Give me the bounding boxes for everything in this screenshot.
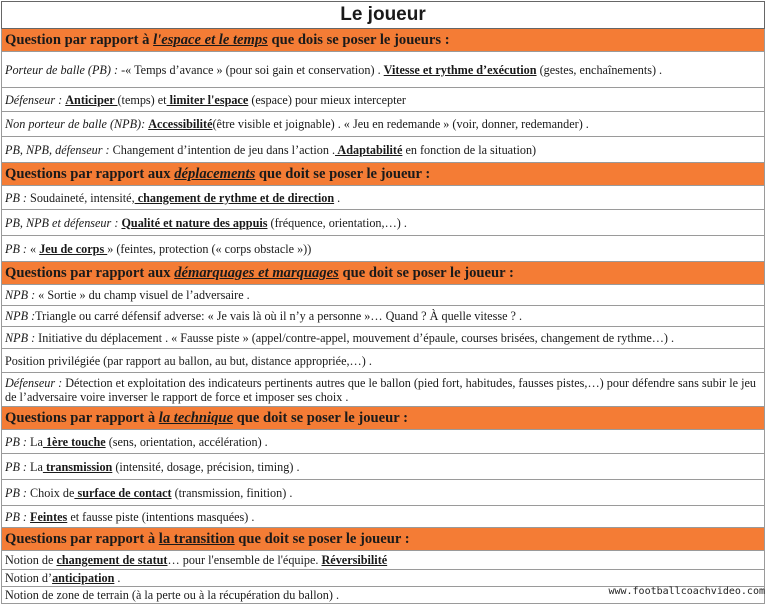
text-run: que dois se poser le joueurs : [267,32,450,48]
emphasis-text: PB : [5,485,27,500]
section-header [2,407,765,430]
table-cell [2,210,765,236]
section-header [2,163,765,186]
text-run: Détection et exploitation des indicateurs pertinents autres que le ballon (pied fort, habitudes, fausses pistes,…) pour défendre sans subir le jeu de l’adversaire voire inverser le rapport de force et imposer ses choix . [5,375,757,404]
section-header-row [2,528,765,551]
text-run: (fréquence, orientation,…) . [267,215,407,230]
text-run: en fonction de la situation) [402,142,537,157]
emphasis-text: Feintes [30,509,68,524]
text-run: que doit se poser le joueur : [234,531,410,547]
table-cell [2,430,765,454]
emphasis-text: Défenseur : [5,375,63,390]
table-row [2,137,765,163]
table-cell [2,186,765,210]
emphasis-text: 1ère touche [42,434,106,449]
emphasis-text: PB : [5,509,27,524]
table-row [2,570,765,587]
table-row [2,88,765,112]
section-header-row [2,262,765,285]
text-run: (sens, orientation, accélération) . [105,434,268,449]
table-row [2,186,765,210]
text-run: Changement d’intention de jeu dans l’action . [109,142,336,157]
title-row [2,2,765,29]
text-run: -« Temps d’avance » (pour soi gain et conservation) . [118,62,384,77]
text-run: que doit se poser le joueur : [255,166,431,182]
text-run: Questions par rapport aux [5,265,175,281]
emphasis-text: limiter l'espace [166,92,249,107]
text-run: Notion de [5,553,57,567]
text-run: que doit se poser le joueur : [338,265,514,281]
text-run: Notion d’ [5,571,53,585]
table-row [2,52,765,88]
emphasis-text: Qualité et nature des appuis [121,215,268,230]
emphasis-text: PB : [5,190,27,205]
emphasis-text: PB : [5,241,27,256]
emphasis-text: PB, NPB, défenseur : [5,142,110,157]
table-cell [2,349,765,373]
table-cell [2,506,765,528]
table-row [2,236,765,262]
emphasis-text: PB, NPB et défenseur : [5,215,119,230]
emphasis-text: surface de contact [74,485,172,500]
table-cell [2,285,765,306]
emphasis-text: l'espace et le temps [153,32,268,48]
table-row [2,306,765,327]
text-run: et fausse piste (intentions masquées) . [67,509,255,524]
text-run: La [27,434,43,449]
text-run: (gestes, enchaînements) . [536,62,663,77]
text-run: . [114,571,121,585]
table-cell [2,137,765,163]
text-run: (intensité, dosage, précision, timing) . [112,459,300,474]
table-cell [2,570,765,587]
text-run: (transmission, finition) . [171,485,293,500]
section-header [2,262,765,285]
text-run: « Sortie » du champ visuel de l’adversaire . [35,288,250,302]
text-run: « [27,241,40,256]
player-questions-table [1,1,765,604]
table-row [2,349,765,373]
table-cell [2,454,765,480]
emphasis-text: NPB : [5,288,36,302]
emphasis-text: Adaptabilité [335,142,403,157]
section-header-row [2,163,765,186]
table-cell [2,373,765,407]
text-run: Triangle ou carré défensif adverse: « Je vais là où il n’y a personne »… Quand ? À quelle vitesse ? . [35,309,523,323]
emphasis-text: la technique [158,410,233,426]
emphasis-text: NPB : [5,330,36,345]
text-run: (temps) et [117,92,167,107]
table-row [2,327,765,349]
emphasis-text: Porteur de balle (PB) : [5,62,119,77]
text-run: (être visible et joignable) . « Jeu en redemande » (voir, donner, redemander) . [212,117,589,131]
text-run: La [27,459,43,474]
text-run: que doit se poser le joueur : [232,410,408,426]
section-header-row [2,407,765,430]
section-header-row [2,29,765,52]
table-cell [2,236,765,262]
table-cell [2,88,765,112]
emphasis-text: Non porteur de balle (NPB): [5,117,146,131]
emphasis-text: transmission [42,459,113,474]
emphasis-text: PB : [5,434,27,449]
text-run: Soudaineté, intensité, [27,190,135,205]
text-run: Questions par rapport à [5,410,159,426]
table-row [2,454,765,480]
emphasis-text: changement de statut [56,553,168,567]
emphasis-text: Jeu de corps [39,241,108,256]
table-row [2,373,765,407]
emphasis-text: NPB : [5,309,36,323]
emphasis-text: PB : [5,459,27,474]
table-row [2,551,765,570]
watermark: www.footballcoachvideo.com [608,586,765,597]
table-cell [2,327,765,349]
table-row [2,480,765,506]
table-cell [2,52,765,88]
section-header [2,528,765,551]
emphasis-text: Vitesse et rythme d’exécution [383,62,537,77]
emphasis-text: Défenseur : [5,92,63,107]
table-row [2,112,765,137]
table-row [2,430,765,454]
document-title: Le joueur [2,2,765,29]
text-run: (espace) pour mieux intercepter [248,92,406,107]
table-cell [2,306,765,327]
text-run: Notion de zone de terrain (à la perte ou à la récupération du ballon) . [5,588,339,602]
text-run: » (feintes, protection (« corps obstacle »)) [107,241,312,256]
text-run: Position privilégiée (par rapport au ballon, au but, distance appropriée,…) . [5,353,372,368]
table-cell [2,480,765,506]
text-run: Initiative du déplacement . « Fausse piste » (appel/contre-appel, mouvement d’épaule, courses brisées, changement de rythme…) . [35,330,675,345]
table-row [2,210,765,236]
text-run: Questions par rapport à [5,531,159,547]
emphasis-text: Accessibilité [148,117,213,131]
emphasis-text: la transition [158,531,235,547]
table-cell [2,551,765,570]
text-run: . [334,190,341,205]
text-run: Question par rapport à [5,32,154,48]
table-row [2,506,765,528]
text-run: Questions par rapport aux [5,166,175,182]
emphasis-text: déplacements [174,166,256,182]
emphasis-text: anticipation [52,571,115,585]
emphasis-text: changement de rythme et de direction [134,190,335,205]
text-run: Choix de [27,485,75,500]
emphasis-text: démarquages et marquages [174,265,339,281]
table-body [2,2,765,604]
emphasis-text: Anticiper [65,92,118,107]
section-header [2,29,765,52]
table-row [2,285,765,306]
emphasis-text: Réversibilité [321,553,388,567]
table-cell [2,112,765,137]
text-run: … pour l'ensemble de l'équipe. [167,553,322,567]
document [1,1,765,604]
